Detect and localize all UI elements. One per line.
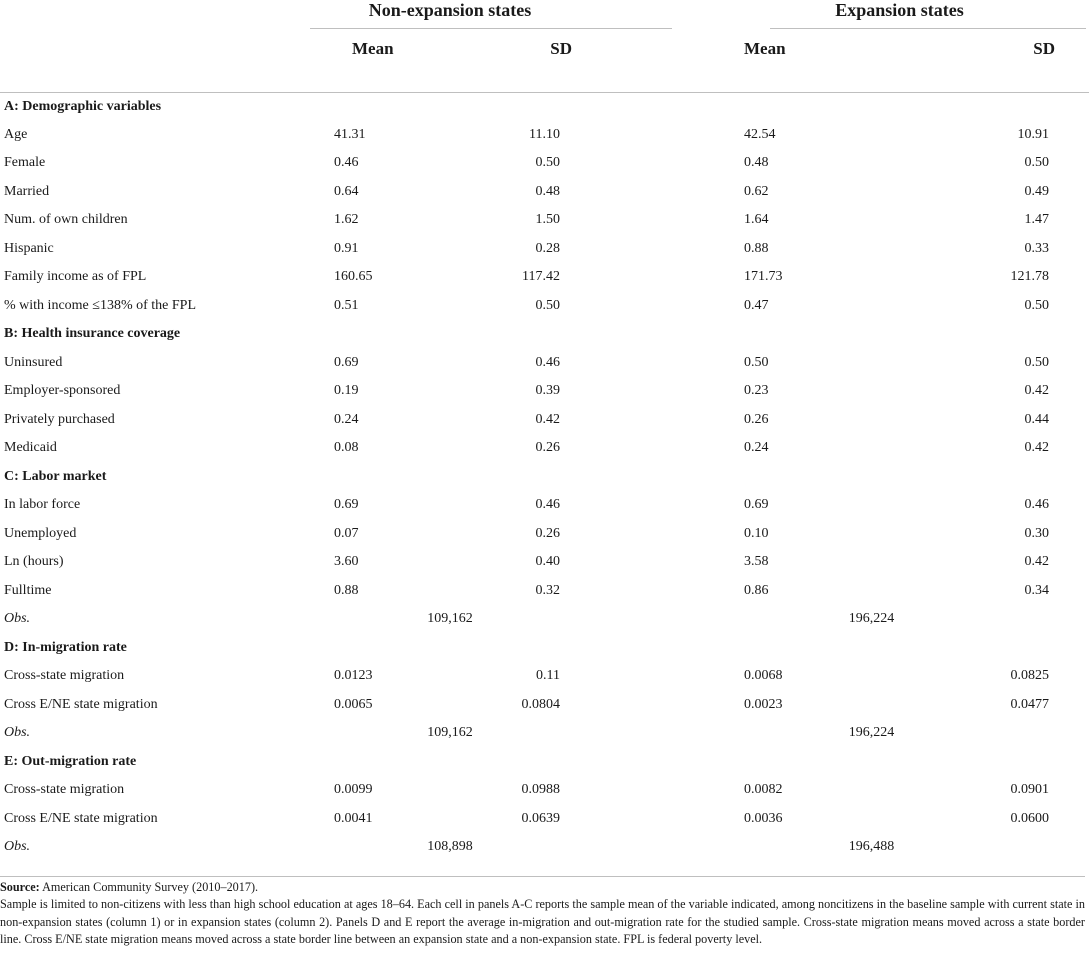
table-cell: 11.10 [529,126,560,142]
row-label: Cross E/NE state migration [4,810,158,826]
table-row [0,434,1089,463]
table-cell: 0.42 [1024,383,1049,399]
section-label: C: Labor market [4,468,107,484]
table-cell: 0.0600 [1010,810,1049,826]
row-label: In labor force [4,497,81,513]
table-row [0,121,1089,150]
section-label: D: In-migration rate [4,639,127,655]
table-cell: 0.88 [334,582,359,598]
table-cell: 0.0065 [334,696,373,712]
table-cell: 0.64 [334,183,359,199]
table-cell: 0.50 [535,155,560,171]
table-cell: 0.88 [744,240,769,256]
table-cell: 0.42 [1024,440,1049,456]
table-cell: 3.58 [744,554,769,570]
table-cell: 0.69 [744,497,769,513]
table-cell: 42.54 [744,126,776,142]
table-cell: 0.07 [334,525,359,541]
col-header-mean-ne: Mean [352,39,394,58]
table-row [0,548,1089,577]
table-cell: 0.69 [334,354,359,370]
row-label: Hispanic [4,240,54,256]
obs-count-non-expansion: 109,162 [427,725,473,741]
row-label: Ln (hours) [4,554,64,570]
table-cell: 0.50 [535,297,560,313]
table-cell: 0.23 [744,383,769,399]
row-label: % with income ≤138% of the FPL [4,297,196,313]
table-row [0,292,1089,321]
table-cell: 0.26 [744,411,769,427]
source-label: Source: [0,880,40,894]
table-cell: 0.0825 [1010,668,1049,684]
section-row [0,320,1089,349]
row-label: Privately purchased [4,411,115,427]
table-cell: 0.0023 [744,696,783,712]
table-cell: 0.49 [1024,183,1049,199]
table-cell: 117.42 [522,269,560,285]
table-cell: 0.10 [744,525,769,541]
group-non-expansion: Non-expansion states [368,0,532,20]
obs-label: Obs. [4,725,31,741]
table-cell: 0.0041 [334,810,373,826]
obs-row [0,719,1089,748]
table-cell: 0.32 [535,582,560,598]
obs-count-expansion: 196,488 [848,839,895,855]
obs-row [0,833,1089,862]
table-cell: 41.31 [334,126,366,142]
table-cell: 0.50 [1024,354,1049,370]
table-row [0,235,1089,264]
table-notes [0,876,1085,948]
table-cell: 0.39 [535,383,560,399]
row-label: Medicaid [4,440,57,456]
table-cell: 0.48 [744,155,769,171]
table-row [0,149,1089,178]
table-cell: 1.50 [535,212,560,228]
table-cell: 0.0036 [744,810,783,826]
row-label: Married [4,183,50,199]
table-row [0,377,1089,406]
table-cell: 1.62 [334,212,359,228]
table-cell: 0.33 [1024,240,1049,256]
table-row [0,662,1089,691]
table-cell: 0.50 [1024,297,1049,313]
table-row [0,805,1089,834]
table-cell: 0.46 [334,155,359,171]
table-row [0,520,1089,549]
col-header-sd-e: SD [1033,39,1055,58]
row-label: Employer-sponsored [4,383,121,399]
table-cell: 0.34 [1024,582,1049,598]
table-cell: 0.47 [744,297,769,313]
obs-count-non-expansion: 109,162 [427,611,473,627]
table-row [0,691,1089,720]
group-underline-expansion [770,28,1086,29]
table-cell: 171.73 [744,269,783,285]
table-row [0,776,1089,805]
table-cell: 0.0477 [1010,696,1049,712]
table-cell: 0.26 [535,440,560,456]
table-cell: 0.28 [535,240,560,256]
table-cell: 0.11 [536,668,560,684]
table-cell: 0.62 [744,183,769,199]
table-row [0,491,1089,520]
row-label: Cross E/NE state migration [4,696,158,712]
table-cell: 3.60 [334,554,359,570]
source-text: American Community Survey (2010–2017). [39,880,259,894]
row-label: Fulltime [4,582,52,598]
table-cell: 0.46 [1024,497,1049,513]
section-row [0,634,1089,663]
table-cell: 0.51 [334,297,359,313]
table-cell: 0.44 [1024,411,1049,427]
table-cell: 0.26 [535,525,560,541]
section-row [0,92,1089,121]
group-header-row [0,0,1089,28]
section-label: B: Health insurance coverage [4,326,181,342]
row-label: Female [4,155,46,171]
table-cell: 0.0123 [334,668,373,684]
row-label: Uninsured [4,354,63,370]
table-row [0,349,1089,378]
table-cell: 0.50 [1024,155,1049,171]
obs-count-expansion: 196,224 [848,611,895,627]
table-cell: 0.0068 [744,668,783,684]
row-label: Cross-state migration [4,668,125,684]
obs-label: Obs. [4,839,31,855]
section-label: A: Demographic variables [4,98,162,114]
obs-row [0,605,1089,634]
table-cell: 0.0099 [334,782,373,798]
table-cell: 0.24 [334,411,359,427]
table-cell: 0.86 [744,582,769,598]
row-label: Unemployed [4,525,77,541]
row-label: Age [4,126,28,142]
table-row [0,263,1089,292]
col-header-sd-ne: SD [550,39,572,58]
group-expansion: Expansion states [835,0,964,20]
table-cell: 1.64 [744,212,769,228]
table-cell: 0.0082 [744,782,783,798]
section-row [0,463,1089,492]
table-cell: 0.08 [334,440,359,456]
table-cell: 0.46 [535,354,560,370]
section-row [0,748,1089,777]
table-cell: 0.0804 [521,696,560,712]
table-cell: 0.46 [535,497,560,513]
table-cell: 0.0639 [521,810,560,826]
table-cell: 0.30 [1024,525,1049,541]
table-cell: 160.65 [334,269,373,285]
table-cell: 0.40 [535,554,560,570]
table-cell: 0.42 [1024,554,1049,570]
section-label: E: Out-migration rate [4,753,137,769]
table-cell: 0.0988 [521,782,560,798]
table-row [0,206,1089,235]
table-cell: 121.78 [1010,269,1049,285]
table-row [0,406,1089,435]
table-cell: 0.0901 [1010,782,1049,798]
column-header-row [0,28,1089,70]
table-cell: 10.91 [1017,126,1049,142]
obs-count-expansion: 196,224 [848,725,895,741]
description-note: Sample is limited to non-citizens with less than high school education at ages 18–64. Each cell in panels A-C reports the sample mean of the variable indicated, among noncitizens in the baseline sample with current state in non-expansion states (column 1) or in expansion states (column 2). Panels D and E report the average in-migration and out-migration rate for the studied sample. Cross-state migration means moved across a state border line. Cross E/NE state migration means moved across a state border line between an expansion state and a non-expansion state. FPL is federal poverty level. [0,897,1085,946]
obs-label: Obs. [4,611,31,627]
col-header-mean-e: Mean [744,39,786,58]
table-cell: 0.48 [535,183,560,199]
table-body [0,92,1089,862]
table-cell: 0.69 [334,497,359,513]
row-label: Cross-state migration [4,782,125,798]
source-note [0,879,1085,896]
table-cell: 0.24 [744,440,769,456]
obs-count-non-expansion: 108,898 [427,839,473,855]
table-cell: 0.19 [334,383,359,399]
table-cell: 0.50 [744,354,769,370]
row-label: Num. of own children [4,212,128,228]
table-row [0,577,1089,606]
table-cell: 0.42 [535,411,560,427]
group-underline-non-expansion [310,28,672,29]
table-cell: 0.91 [334,240,359,256]
table-cell: 1.47 [1024,212,1049,228]
row-label: Family income as of FPL [4,269,147,285]
table-row [0,178,1089,207]
